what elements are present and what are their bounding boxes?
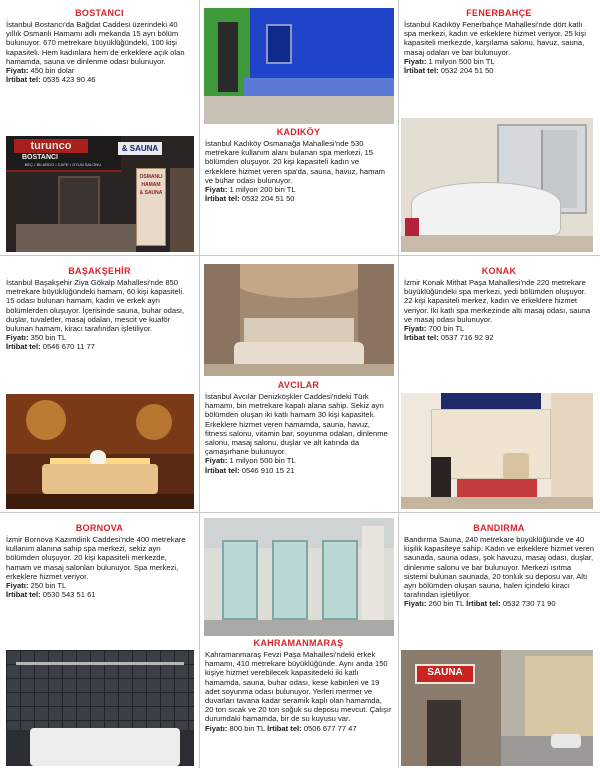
listing-bostanci [0, 8, 199, 84]
jacuzzi-tub [411, 182, 561, 236]
marble-platform [42, 464, 158, 494]
contact-label: İrtibat tel: [267, 723, 302, 733]
listing-price [404, 57, 594, 66]
listing-price-contact [404, 599, 594, 608]
parked-car [551, 734, 581, 748]
listing-bandirma [398, 523, 600, 609]
floor [6, 494, 194, 509]
shower-cabin [272, 540, 308, 620]
price-label: Fiyatı: [6, 581, 29, 591]
price-label: Fiyatı: [205, 185, 228, 195]
price-value: 250 bin TL [30, 581, 67, 591]
armchair [503, 453, 529, 479]
brand-sign: turunco [14, 139, 88, 153]
listing-price [6, 66, 193, 75]
far-building [525, 656, 593, 736]
contact-label: İrtibat tel: [6, 590, 41, 600]
towel-swan [90, 450, 106, 464]
phone-value: 0532 204 51 50 [241, 194, 295, 204]
phone-value: 0546 670 11 77 [42, 342, 95, 352]
price-label: Fiyatı: [404, 324, 427, 334]
phone-value: 0535 423 90 46 [42, 75, 96, 85]
floor [401, 497, 593, 509]
sauna-sign: & SAUNA [118, 142, 162, 155]
pool-deck [204, 96, 394, 124]
price-value: 800 bin TL [229, 723, 265, 733]
listing-contact [6, 75, 193, 84]
phone-value: 0537 716 92 92 [440, 333, 494, 343]
grab-rail [16, 662, 184, 665]
doorway [218, 22, 238, 92]
phone-value: 0532 204 51 50 [440, 66, 494, 76]
price-value: 350 bin TL [30, 333, 67, 343]
shower-cabin [222, 540, 258, 620]
listing-price-contact [205, 724, 392, 733]
side-window [170, 168, 194, 252]
dome-ceiling [234, 264, 364, 298]
shower-cabin [322, 540, 358, 620]
photo-bandirma-street [401, 650, 593, 766]
contact-label: İrtibat tel: [205, 194, 240, 204]
listing-price [404, 324, 594, 333]
price-label: Fiyatı: [6, 66, 29, 76]
photo-bornova-tiled-hamam [6, 650, 194, 766]
column-divider [398, 0, 399, 768]
listing-description: İstanbul Kadıköy Osmanağa Mahallesi'nde 530 metrekare kullanım alanı bulanan spa merkezi, 15 bölümden oluşuyor. 20 kişi kapasiteli kadın ve erkeklere hizmet veren spa'da, sauna, havuz, hamam ve buhar odası bulunuyor. [205, 139, 385, 185]
listing-description: İstanbul Avcılar Denizköşkler Caddesi'ndeki Türk hamamı, bin metrekare kapalı alana sahip. Sekiz ayrı bölümden oluşan iki katlı hamam 30 kişi kapasiteli. Erkeklere hizmet veren hamamda, sauna, havuz, fitness salonu, vitamin bar, soyunma odaları, dinlenme salonu, masaj salonu, duşlar ve alt katında da çamaşırhane bulunuyor. [205, 392, 388, 457]
listing-title: KADIKÖY [276, 127, 321, 137]
listing-price [205, 185, 392, 194]
listing-contact [6, 342, 193, 351]
sauna-sign: SAUNA [427, 667, 463, 678]
phone-value: 0532 730 71 90 [502, 599, 556, 609]
poster-hamam: HAMAM [141, 182, 161, 188]
listing-title: KONAK [481, 266, 517, 276]
marble-floor [204, 364, 394, 376]
photo-bostanci-storefront [6, 136, 194, 252]
listing-bornova [0, 523, 199, 599]
phone-value: 0530 543 51 61 [42, 590, 96, 600]
marble-slab [30, 728, 180, 766]
marble-steps [244, 318, 354, 342]
wall-panel [266, 24, 292, 64]
listing-title: BOSTANCI [75, 8, 124, 18]
floor [204, 620, 394, 636]
photo-basaksehir-hamam [6, 394, 194, 509]
shop-door [427, 700, 461, 766]
price-value: 260 bin TL [428, 599, 464, 609]
ceiling-recess [441, 393, 541, 409]
listing-contact [404, 333, 594, 342]
phone-value: 0506 677 77 47 [303, 723, 357, 733]
contact-label: İrtibat tel: [404, 66, 439, 76]
listing-description: İstanbul Kadıköy Fenerbahçe Mahallesi'nde dört katlı spa merkezi, kadın ve erkeklere hizmet veriyor. 25 kişi kapasiteli merkezde, karşılama salonu, havuz, sauna, masaj odaları ve bar bulunuyor. [404, 20, 586, 57]
listing-basaksehir [0, 266, 199, 352]
listing-fenerbahce [398, 8, 600, 75]
listing-title: BANDIRMA [473, 523, 525, 533]
listing-title: BAŞAKŞEHİR [68, 266, 131, 276]
listing-contact [6, 590, 193, 599]
listing-kadikoy [199, 127, 398, 203]
price-value: 700 bin TL [428, 324, 465, 334]
poster-sauna: & SAUNA [139, 190, 163, 196]
row-divider [0, 255, 600, 256]
price-label: Fiyatı: [404, 56, 427, 66]
listing-avcilar [199, 380, 398, 475]
lamp-glow [136, 404, 172, 440]
row-divider [0, 512, 600, 513]
contact-label: İrtibat tel: [6, 342, 41, 352]
location-sign: BOSTANCI [21, 154, 59, 161]
photo-kadikoy-pool [204, 8, 394, 124]
cabinet [431, 457, 451, 497]
massage-bed [457, 479, 537, 497]
lamp-glow [26, 400, 66, 440]
contact-label: İrtibat tel: [6, 75, 41, 85]
listing-description: İstanbul Başakşehir Ziya Gökalp Mahallesi'nde 850 metrekare büyüklüğündeki hamam, 60 kişi kapasiteli. 15 odası bulunan hamam, kadın ve erkek ayrı bölümlerden oluşuyor. İçerisinde sauna, buhar odası, duşlar, tuvaletler, masaj odaları, mescit ve kuaför bulunan hamam, kiracı tarafından işletiliyor. [6, 278, 185, 334]
listing-contact [404, 66, 594, 75]
listing-title: BORNOVA [75, 523, 124, 533]
price-label: Fiyatı: [6, 333, 29, 343]
listing-price [205, 456, 392, 465]
listing-price [6, 581, 193, 590]
listing-title: FENERBAHÇE [466, 8, 532, 18]
contact-label: İrtibat tel: [466, 599, 501, 609]
listing-title: AVCILAR [277, 380, 320, 390]
price-label: Fiyatı: [205, 456, 228, 466]
listing-description: İstanbul Bostancı'da Bağdat Caddesi üzerindeki 40 yıllık Osmanlı Hamamı adlı mekanda 15 ayrı bölüm bulunuyor. 670 metrekare büyüklüğündeki, 100 kişi kapasiteli. Hem kadınlara hem de erkeklere açık olan hamamda, sauna ve dinlenme odası bulunuyor. [6, 20, 185, 66]
listing-kahramanmaras [199, 638, 398, 733]
price-label: Fiyatı: [404, 599, 427, 609]
contact-label: İrtibat tel: [404, 333, 439, 343]
listing-contact [205, 466, 392, 475]
listing-description: Bandırma Sauna, 240 metrekare büyüklüğünde ve 40 kişilik kapasiteye sahip. Kadın ve erkeklere hizmet veren saunada, sauna odası, şok havuzu, masaj odası, duşlar, dinlenme salonu ve bar bulunuyor. Merkezi ısıtma sistemi bulunan saunada, 20 tonluk su deposu var. Altı ayrı bölümden oluşan sauna, halen içindeki kiracı tarafından işletiliyor. [404, 535, 594, 600]
listing-title: KAHRAMANMARAŞ [253, 638, 344, 648]
listing-description: Kahramanmaraş Fevzi Paşa Mahallesi'ndeki erkek hamamı, 410 metrekare büyüklüğünde. Aynı anda 150 kişiye hizmet verebilecek kapasitedeki iki katlı hamamda, sauna, buhar odası, kese kabinleri ve 19 adet soyunma odası bulunuyor. Yerleri mermer ve duvarları tavana kadar seramik kaplı olan hamamda, 20 ton sıcak ve 20 ton soğuk su deposu mevcut. Çalışır durumdaki hamamda, bir de su kuyusu var. [205, 650, 392, 724]
listing-description: İzmir Konak Mithat Paşa Mahallesi'nde 220 metrekare büyüklüğündeki spa merkezi, yedi bölümden oluşuyor. 22 kişi kapasiteli merkez, kadın ve erkeklere hizmet veriyor. İki katlı spa merkezinde altı masaj odası, sauna ve masaj odası bulunuyor. [404, 278, 591, 324]
price-value: 1 milyon 500 bin TL [229, 456, 296, 466]
photo-fenerbahce-jacuzzi [401, 118, 593, 252]
listing-description: İzmir Bornova Kazımdirik Caddesi'nde 400 metrekare kullanım alanına sahip spa merkezi, sekiz ayrı bölümden oluşuyor. 20 kişi kapasiteli merkezde, hamam ve masaj salonları bulunuyor. Spa merkezi, erkeklere hizmet veriyor. [6, 535, 186, 581]
price-label: Fiyatı: [205, 723, 228, 733]
listing-price [6, 333, 193, 342]
phone-value: 0546 910 15 21 [241, 465, 295, 475]
services-sign: BEÇ • BİLARDO • CAFE • OYUN SALONU [24, 162, 102, 167]
photo-konak-room [401, 393, 593, 509]
partition [362, 526, 384, 626]
photo-avcilar-hamam [204, 264, 394, 376]
floor [401, 236, 593, 252]
photo-kahramanmaras-showers [204, 518, 394, 636]
side-wall [551, 393, 593, 509]
price-value: 1 milyon 200 bin TL [229, 185, 296, 195]
poster-osmanli: OSMANLI [139, 174, 163, 180]
price-value: 1 milyon 500 bin TL [428, 56, 495, 66]
contact-label: İrtibat tel: [205, 465, 240, 475]
listing-contact [205, 194, 392, 203]
entrance-steps [16, 224, 136, 252]
listing-konak [398, 266, 600, 342]
price-value: 450 bin dolar [30, 66, 75, 76]
